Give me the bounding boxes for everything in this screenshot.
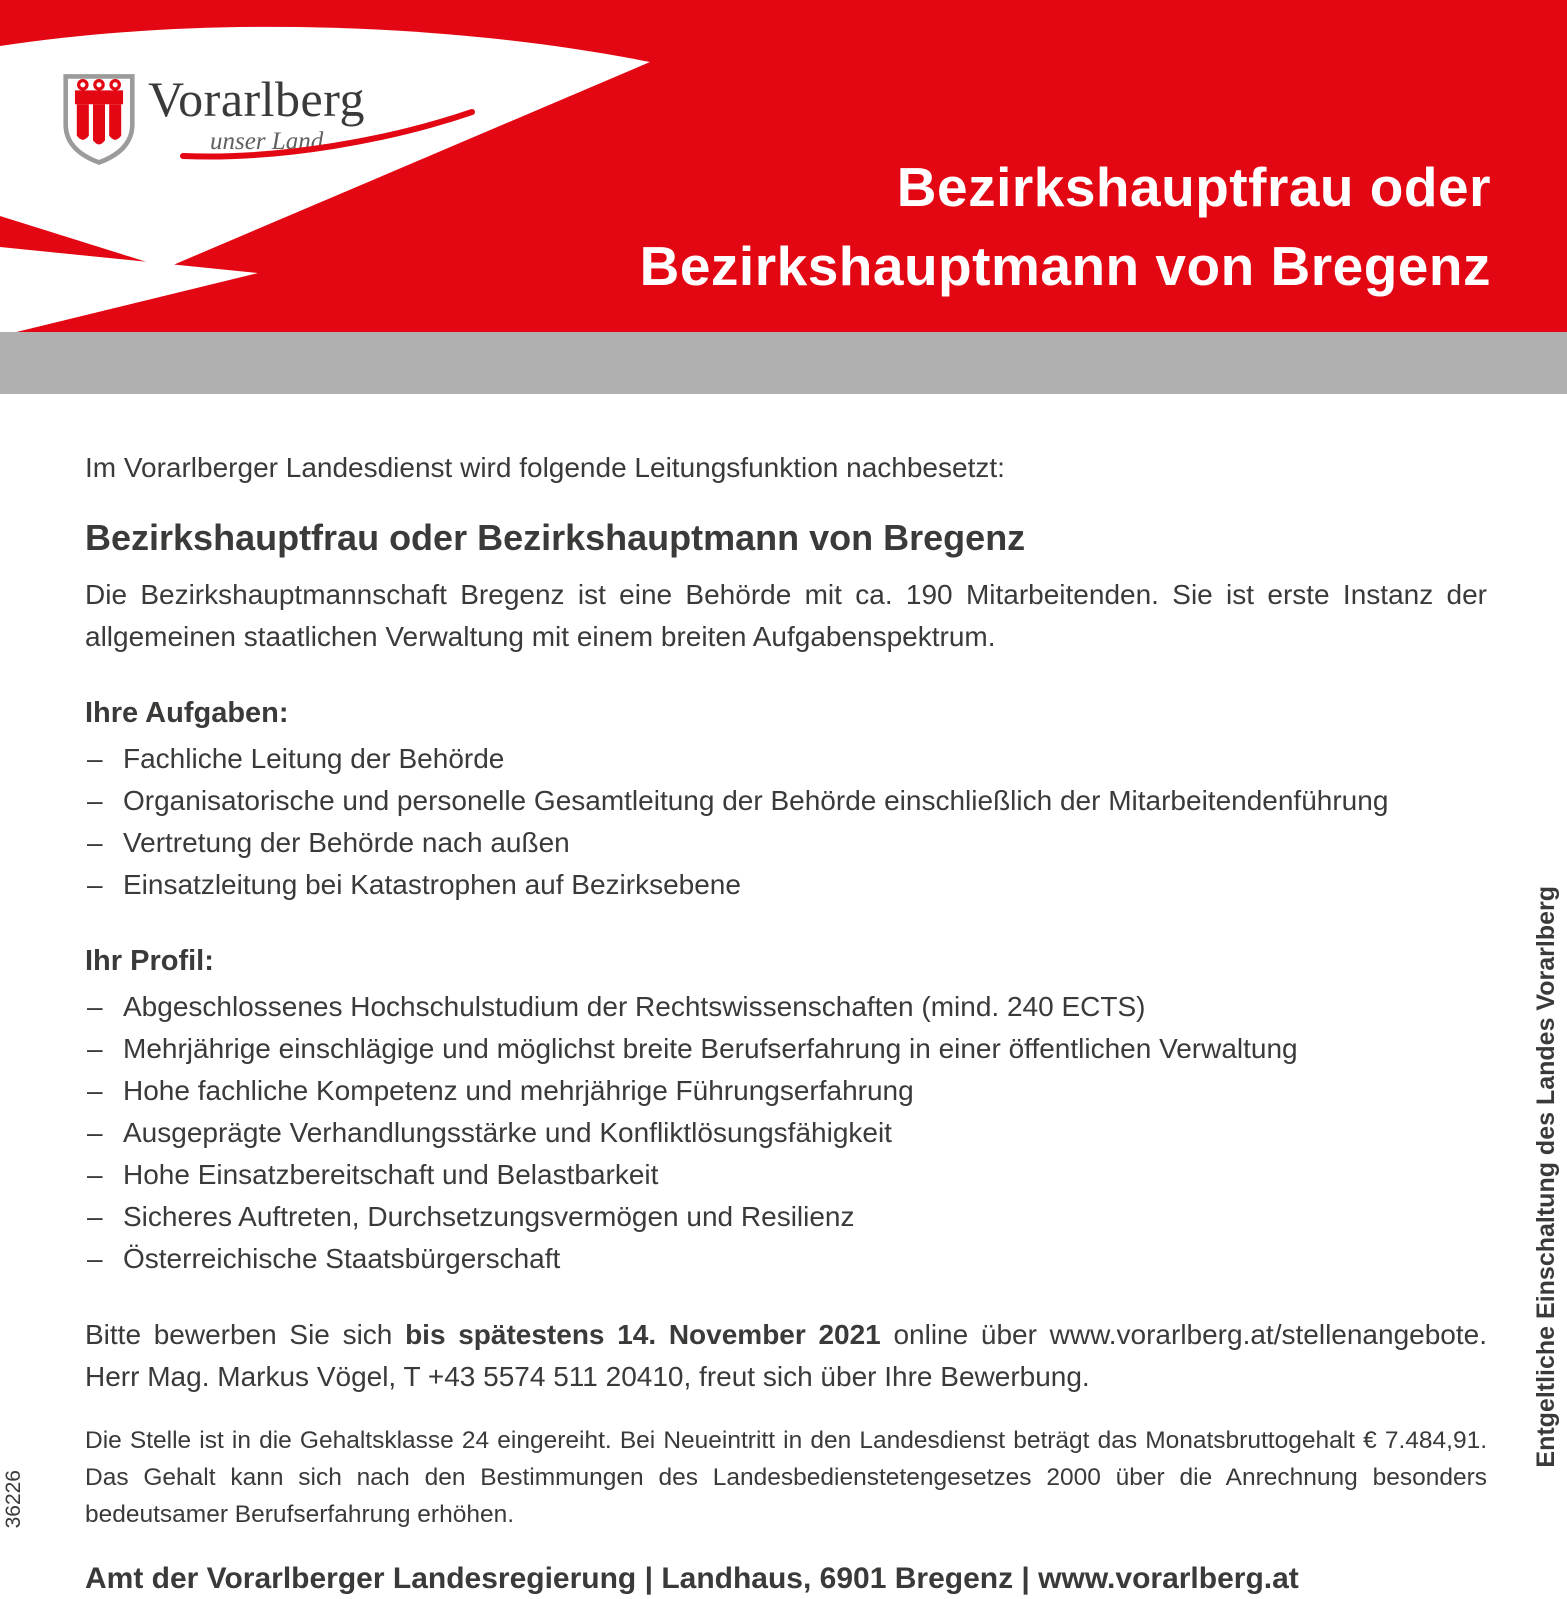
ad-title-line1: Bezirkshauptfrau oder bbox=[896, 156, 1491, 218]
profile-list bbox=[85, 986, 1487, 1280]
profile-list-item: – Hohe fachliche Kompetenz und mehrjährige Führungserfahrung bbox=[85, 1070, 1487, 1112]
logo-underline-swoosh-icon bbox=[180, 106, 476, 168]
job-title-heading: Bezirkshauptfrau oder Bezirkshauptmann von Bregenz bbox=[85, 517, 1026, 558]
application-text-after: online über www.vorarlberg.at/stellenangebote. Herr Mag. Markus Vögel, T +43 5574 511 20410, freut sich über Ihre Bewerbung. bbox=[85, 1319, 1487, 1392]
profile-list-item: – Hohe Einsatzbereitschaft und Belastbarkeit bbox=[85, 1154, 1487, 1196]
side-note-vertical: Entgeltliche Einschaltung des Landes Vorarlberg bbox=[1532, 886, 1560, 1468]
task-list-item: – Fachliche Leitung der Behörde bbox=[85, 738, 1487, 780]
task-list-item: – Organisatorische und personelle Gesamtleitung der Behörde einschließlich der Mitarbeitendenführung bbox=[85, 780, 1487, 822]
profile-list-item: – Abgeschlossenes Hochschulstudium der Rechtswissenschaften (mind. 240 ECTS) bbox=[85, 986, 1487, 1028]
tasks-list bbox=[85, 738, 1487, 906]
ad-title bbox=[640, 148, 1491, 306]
task-list-item: – Einsatzleitung bei Katastrophen auf Bezirksebene bbox=[85, 864, 1487, 906]
divider-bar bbox=[0, 332, 1567, 394]
vorarlberg-coat-of-arms-icon bbox=[62, 72, 136, 166]
ad-body bbox=[85, 394, 1487, 1599]
ad-title-line2: Bezirkshauptmann von Bregenz bbox=[639, 235, 1491, 297]
profile-heading: Ihr Profil: bbox=[85, 945, 214, 977]
profile-list-item: – Mehrjährige einschlägige und möglichst breite Berufserfahrung in einer öffentlichen Verwaltung bbox=[85, 1028, 1487, 1070]
header-banner bbox=[0, 0, 1567, 332]
intro-text: Im Vorarlberger Landesdienst wird folgende Leitungsfunktion nachbesetzt: bbox=[85, 452, 1005, 483]
tasks-heading: Ihre Aufgaben: bbox=[85, 697, 289, 729]
application-text-before: Bitte bewerben Sie sich bbox=[85, 1319, 406, 1350]
profile-list-item: – Österreichische Staatsbürgerschaft bbox=[85, 1238, 1487, 1280]
vorarlberg-logo bbox=[62, 70, 542, 200]
footer-line: Amt der Vorarlberger Landesregierung | Landhaus, 6901 Bregenz | www.vorarlberg.at bbox=[85, 1562, 1299, 1595]
job-description: Die Bezirkshauptmannschaft Bregenz ist eine Behörde mit ca. 190 Mitarbeitenden. Sie ist erste Instanz der allgemeinen staatlichen Verwaltung mit einem breiten Aufgabenspektrum. bbox=[85, 579, 1487, 652]
logo-tagline: unser Land bbox=[210, 128, 324, 155]
profile-list-item: – Sicheres Auftreten, Durchsetzungsvermögen und Resilienz bbox=[85, 1196, 1487, 1238]
ad-number-vertical: 36226 bbox=[2, 1469, 25, 1528]
logo-wordmark: Vorarlberg bbox=[148, 71, 365, 127]
application-deadline: bis spätestens 14. November 2021 bbox=[405, 1319, 881, 1350]
application-paragraph bbox=[85, 1314, 1487, 1398]
task-list-item: – Vertretung der Behörde nach außen bbox=[85, 822, 1487, 864]
profile-list-item: – Ausgeprägte Verhandlungsstärke und Konfliktlösungsfähigkeit bbox=[85, 1112, 1487, 1154]
salary-note: Die Stelle ist in die Gehaltsklasse 24 eingereiht. Bei Neueintritt in den Landesdienst beträgt das Monatsbruttogehalt € 7.484,91. Das Gehalt kann sich nach den Bestimmungen des Landesbedienstetengesetzes 2000 über die Anrechnung besonders bedeutsamer Berufserfahrung erhöhen. bbox=[85, 1427, 1487, 1528]
